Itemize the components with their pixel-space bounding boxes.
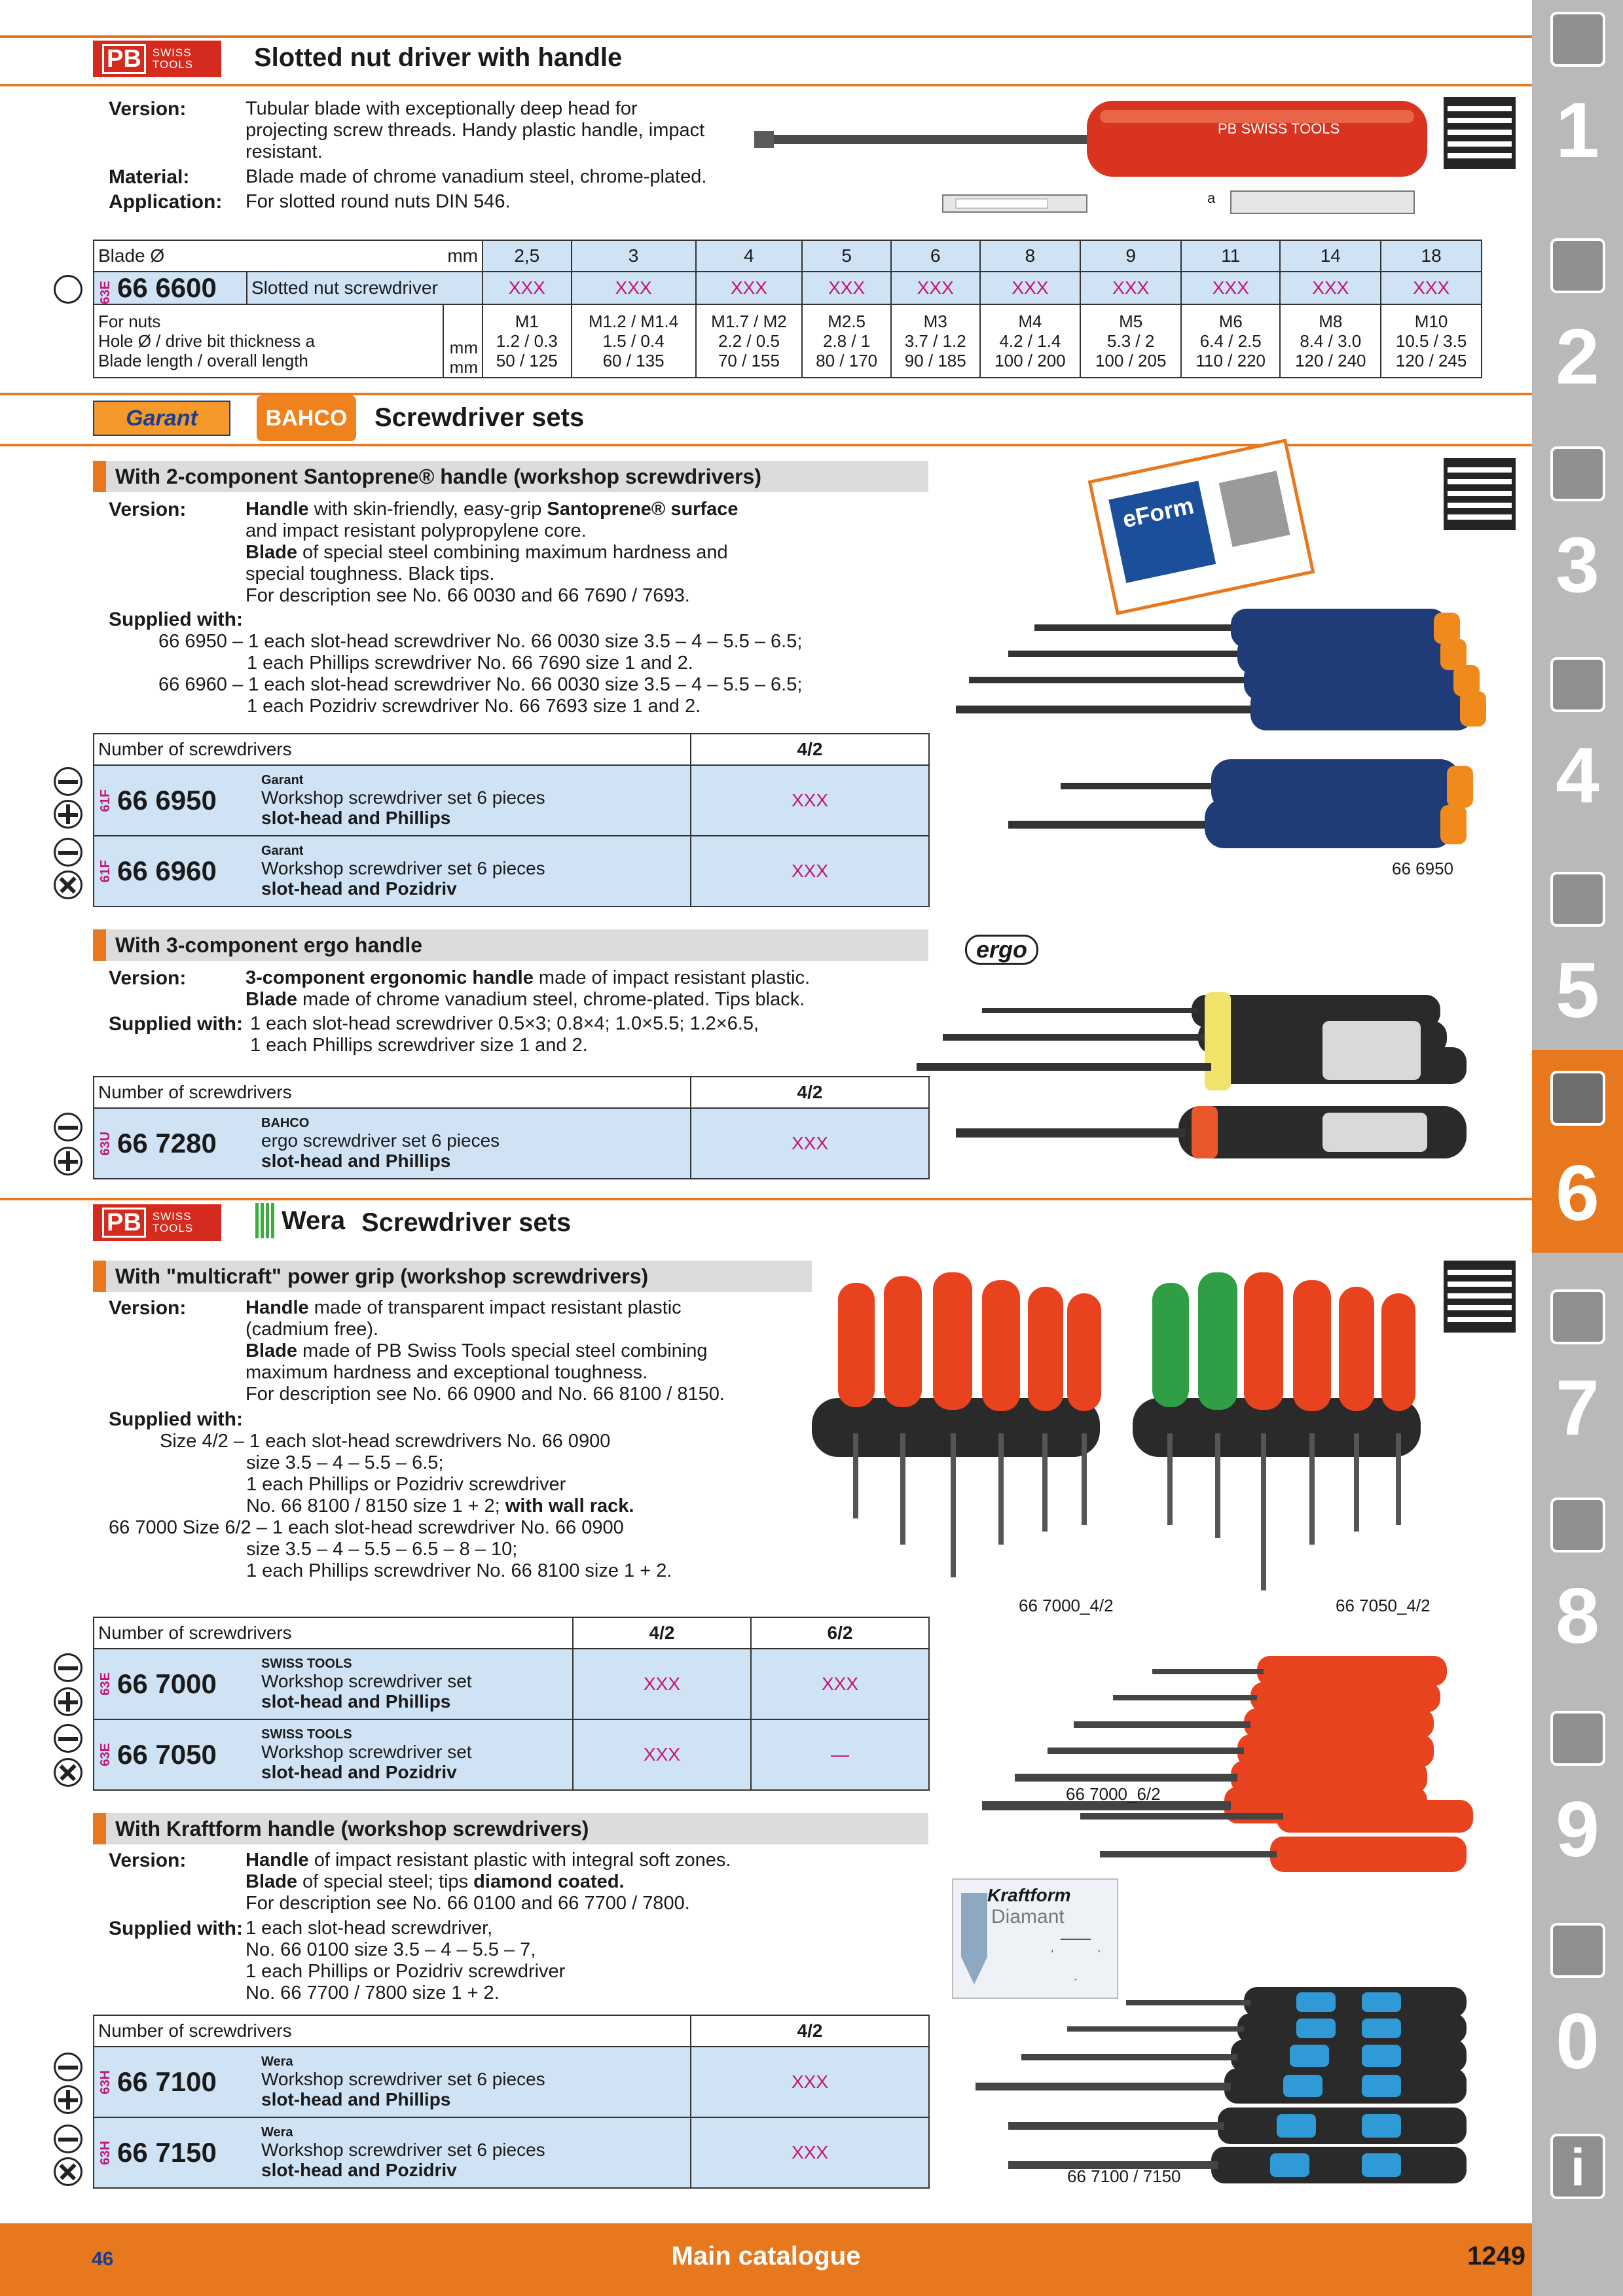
table-header: Number of screwdrivers: [94, 2015, 691, 2047]
tap-icon: [1550, 446, 1605, 501]
table-header: Number of screwdrivers: [94, 734, 691, 765]
table-row: For nuts Hole Ø / drive bit thickness a Blade length / overall length mm mm M1 1.2 / 0.3 50 / 125 M1.2 / M1.4 1.5 / 0.4 60 / 135 M1.7 / M2 2.2 / 0.5 70 / 155 M2.5 2.8 / 1 80 / 170 M3 3.7 / 1.2 90 / 185 M4 4.2 / 1.4 100 / 200 M5 5.3 / 2 100 / 205 M6 6.4 / 2.5 110 / 220 M8 8.4 / 3.0 120 / 240 M10 10.5 / 3.5 120 / 245: [94, 304, 1482, 378]
slot-head-icon: [54, 1724, 82, 1753]
phillips-icon: [54, 800, 82, 829]
chapter-tab-3[interactable]: 3: [1532, 435, 1623, 637]
qr-code[interactable]: [1444, 1261, 1516, 1333]
slot-head-icon: [54, 1113, 82, 1141]
blade-label: Blade Ø: [94, 240, 443, 272]
size-cell: 9: [1080, 240, 1181, 272]
price-cell: XXX: [572, 272, 696, 304]
version-text: Handle made of transparent impact resistant plastic (cadmium free). Blade made of PB Swiss Tools special steel combining maximum hardness and exceptional toughness. For description see No. 66 0900 and No. 66 8100 / 8150.: [246, 1297, 725, 1405]
image-caption: 66 7050_4/2: [1336, 1596, 1431, 1615]
size-cell: 5: [802, 240, 891, 272]
chapter-tab-7[interactable]: 7: [1532, 1278, 1623, 1480]
product-table: [93, 1617, 930, 1791]
garant-logo: Garant: [93, 401, 230, 436]
price-cell: XXX: [802, 272, 891, 304]
size-cell: 6: [891, 240, 980, 272]
nut-symbol-icon: [54, 275, 82, 304]
pb-phillips-drivers-image: [1061, 1793, 1493, 1878]
info-icon: i: [1550, 2134, 1605, 2199]
caliper-icon: [1550, 657, 1605, 712]
size-cell: 18: [1381, 240, 1482, 272]
phillips-icon: [54, 2085, 82, 2114]
version-text: Handle of impact resistant plastic with integral soft zones. Blade of special steel; tips diamond coated. For description see No. 66 0100 and 66 7700 / 7800.: [246, 1850, 731, 1914]
insert-icon: [1550, 238, 1605, 293]
supplied-text: 1 each slot-head screwdriver 0.5×3; 0.8×4; 1.0×5.5; 1.2×6.5, 1 each Phillips screwdriver size 1 and 2.: [250, 1013, 759, 1056]
table-row: 63H 66 7150 Wera Workshop screwdriver set 6 pieces slot-head and Pozidriv XXX: [94, 2117, 929, 2188]
subsection-heading: With "multicraft" power grip (workshop screwdrivers): [93, 1261, 812, 1292]
column-header: 4/2: [691, 1077, 929, 1108]
image-caption: 66 6950: [1392, 859, 1453, 878]
supplied-text: 66 6950 – 1 each slot-head screwdriver No. 66 0030 size 3.5 – 4 – 5.5 – 6.5; 1 each Phillips screwdriver No. 66 7690 size 1 and 2. 66 6960 – 1 each slot-head screwdriver No. 66 0030 size 3.5 – 4 – 5.5 – 6.5; 1 each Pozidriv screwdriver No. 66 7693 size 1 and 2.: [158, 631, 803, 717]
page-number-right: 1249: [1467, 2242, 1525, 2270]
supplied-label: Supplied with:: [109, 1918, 243, 1939]
version-label: Version:: [109, 499, 187, 520]
nut-driver-image: [746, 92, 1440, 223]
product-table: [93, 733, 930, 907]
price-cell: XXX: [573, 1719, 751, 1790]
phillips-icon: [54, 1147, 82, 1175]
chapter-tab-5[interactable]: 5: [1532, 860, 1623, 1063]
chapter-tab-0[interactable]: 0: [1532, 1911, 1623, 2114]
material-label: Material:: [109, 166, 190, 188]
version-text: Tubular blade with exceptionally deep head for projecting screw threads. Handy plastic handle, impact resistant.: [246, 98, 705, 162]
chapter-tab-1[interactable]: 1: [1532, 0, 1623, 203]
application-label: Application:: [109, 191, 223, 213]
chapter-tab-4[interactable]: 4: [1532, 645, 1623, 848]
garant-screwdrivers-image: [956, 602, 1506, 864]
size-cell: 11: [1181, 240, 1280, 272]
pozidriv-icon: [48, 2151, 88, 2192]
material-text: Blade made of chrome vanadium steel, chrome-plated.: [246, 166, 707, 187]
slot-head-icon: [54, 2053, 82, 2081]
price-cell: XXX: [696, 272, 803, 304]
price-cell: XXX: [691, 2117, 929, 2188]
slot-head-icon: [54, 1653, 82, 1682]
price-cell: XXX: [691, 836, 929, 906]
kraftform-diamant-badge: Kraftform Diamant: [952, 1878, 1118, 1999]
section-divider: [0, 393, 1532, 395]
section-title: Screwdriver sets: [361, 1208, 572, 1237]
bahco-logo: BAHCO: [257, 395, 356, 441]
price-cell: XXX: [1080, 272, 1181, 304]
pliers-icon: [1550, 1289, 1605, 1344]
safety-glasses-icon: [1550, 1923, 1605, 1978]
chapter-tab-2[interactable]: 2: [1532, 226, 1623, 429]
supplied-label: Supplied with:: [109, 1408, 243, 1430]
chapter-tab-9[interactable]: 9: [1532, 1699, 1623, 1902]
version-label: Version:: [109, 967, 187, 989]
table-row: 63E 66 7000 SWISS TOOLS Workshop screwdriver set slot-head and Phillips XXX XXX: [94, 1649, 929, 1719]
price-cell: XXX: [1181, 272, 1280, 304]
size-cell: 14: [1280, 240, 1381, 272]
image-caption: 66 7000_4/2: [1019, 1596, 1114, 1615]
bahco-screwdrivers-image: [917, 982, 1493, 1185]
price-cell: XXX: [751, 1649, 929, 1719]
phillips-icon: [54, 1687, 82, 1716]
table-row: 61F 66 6950 Garant Workshop screwdriver set 6 pieces slot-head and Phillips XXX: [94, 765, 929, 836]
workshop-icon: [1550, 1498, 1605, 1552]
section-title: Screwdriver sets: [374, 403, 585, 432]
section-divider: [0, 1198, 1532, 1200]
wera-logo: Wera: [255, 1203, 345, 1238]
qr-code[interactable]: [1444, 458, 1516, 530]
eform-badge[interactable]: eForm: [1088, 439, 1315, 615]
size-cell: 8: [980, 240, 1081, 272]
version-label: Version:: [109, 98, 187, 120]
page-footer: [0, 2223, 1532, 2296]
article-name: Slotted nut screwdriver: [247, 272, 483, 304]
price-cell: XXX: [573, 1649, 751, 1719]
saw-blade-icon: [1550, 872, 1605, 927]
qr-code[interactable]: [1444, 97, 1516, 169]
subsection-heading: With Kraftform handle (workshop screwdrivers): [93, 1813, 928, 1844]
pb-swiss-tools-logo: PB SWISS TOOLS: [93, 41, 221, 77]
slot-head-icon: [54, 2125, 82, 2153]
chapter-tab-8[interactable]: 8: [1532, 1486, 1623, 1689]
pozidriv-icon: [48, 865, 88, 905]
price-cell: XXX: [1280, 272, 1381, 304]
supplied-text: 1 each slot-head screwdriver, No. 66 0100 size 3.5 – 4 – 5.5 – 7, 1 each Phillips or Pozidriv screwdriver No. 66 7700 / 7800 size 1 + 2.: [246, 1918, 566, 2003]
handle-label: PB SWISS TOOLS: [1218, 120, 1340, 137]
pb-rack-screwdrivers-image: [805, 1263, 1486, 1630]
table-row: 63E 66 7050 SWISS TOOLS Workshop screwdriver set slot-head and Pozidriv XXX —: [94, 1719, 929, 1790]
price-cell: XXX: [691, 765, 929, 836]
supplied-text: Size 4/2 – 1 each slot-head screwdrivers No. 66 0900 size 3.5 – 4 – 5.5 – 6.5; 1 each Phillips or Pozidriv screwdriver No. 66 8100 / 8150 size 1 + 2; with wall rack. 66 7000 Size 6/2 – 1 each slot-head screwdriver No. 66 0900 size 3.5 – 4 – 5.5 – 6.5 – 8 – 10; 1 each Phillips screwdriver No. 66 8100 size 1 + 2.: [109, 1431, 672, 1581]
section-divider: [0, 35, 1532, 38]
image-caption: 66 7000_6/2: [1066, 1784, 1161, 1804]
column-header: 6/2: [751, 1617, 929, 1649]
table-row: [94, 272, 1482, 304]
price-cell: XXX: [691, 2047, 929, 2117]
image-caption: 66 7100 / 7150: [1067, 2166, 1181, 2186]
article-code: 63E 66 6600: [94, 272, 247, 304]
size-cell: 2,5: [483, 240, 572, 272]
price-cell: XXX: [691, 1108, 929, 1179]
price-cell: XXX: [891, 272, 980, 304]
version-text: 3-component ergonomic handle made of impact resistant plastic. Blade made of chrome vanadium steel, chrome-plated. Tips black.: [246, 967, 811, 1010]
table-header: Number of screwdrivers: [94, 1077, 691, 1108]
column-header: 4/2: [691, 2015, 929, 2047]
section-divider: [0, 84, 1532, 86]
section-title: Slotted nut driver with handle: [254, 43, 623, 72]
chapter-tab-6[interactable]: 6: [1532, 1050, 1623, 1253]
size-cell: 4: [696, 240, 803, 272]
price-cell: XXX: [1381, 272, 1482, 304]
subsection-heading: With 2-component Santoprene® handle (workshop screwdrivers): [93, 461, 928, 492]
slot-head-icon: [54, 838, 82, 867]
drill-bit-icon: [1550, 12, 1605, 67]
table-row: 61F 66 6960 Garant Workshop screwdriver set 6 pieces slot-head and Pozidriv XXX: [94, 836, 929, 906]
subsection-heading: With 3-component ergo handle: [93, 929, 928, 961]
product-table: [93, 2015, 930, 2189]
application-text: For slotted round nuts DIN 546.: [246, 191, 511, 212]
version-label: Version:: [109, 1850, 187, 1871]
cabinet-icon: [1550, 1711, 1605, 1766]
table-row: 63U 66 7280 BAHCO ergo screwdriver set 6 pieces slot-head and Phillips XXX: [94, 1108, 929, 1179]
section-divider: [0, 444, 1532, 446]
version-label: Version:: [109, 1297, 187, 1319]
product-table: [93, 1076, 930, 1179]
screwdriver-wrench-icon: [1550, 1071, 1605, 1126]
supplied-label: Supplied with:: [109, 1013, 243, 1035]
pozidriv-icon: [48, 1752, 88, 1793]
catalogue-title: Main catalogue: [671, 2242, 861, 2270]
pb-swiss-tools-logo: PB SWISS TOOLS: [93, 1204, 221, 1241]
price-cell: —: [751, 1719, 929, 1790]
page-number-left: 46: [92, 2248, 114, 2270]
size-cell: 3: [572, 240, 696, 272]
blade-unit: mm: [443, 240, 483, 272]
column-header: 4/2: [691, 734, 929, 765]
ergo-logo: ergo: [965, 935, 1038, 965]
table-row: 63H 66 7100 Wera Workshop screwdriver set 6 pieces slot-head and Phillips XXX: [94, 2047, 929, 2117]
wera-screwdrivers-image: [969, 1983, 1493, 2193]
svg-text:a: a: [1207, 190, 1216, 206]
spec-table: [93, 240, 1482, 378]
price-cell: XXX: [980, 272, 1081, 304]
price-cell: XXX: [483, 272, 572, 304]
supplied-label: Supplied with:: [109, 609, 243, 630]
slot-head-icon: [54, 767, 82, 796]
version-text: Handle with skin-friendly, easy-grip Santoprene® surface and impact resistant polypropylene core. Blade of special steel combining maximum hardness and special toughness. Black tips. For description see No. 66 0030 and 66 7690 / 7693.: [246, 499, 739, 606]
table-header: Number of screwdrivers: [94, 1617, 573, 1649]
column-header: 4/2: [573, 1617, 751, 1649]
chapter-tab-info[interactable]: [1532, 2108, 1623, 2225]
